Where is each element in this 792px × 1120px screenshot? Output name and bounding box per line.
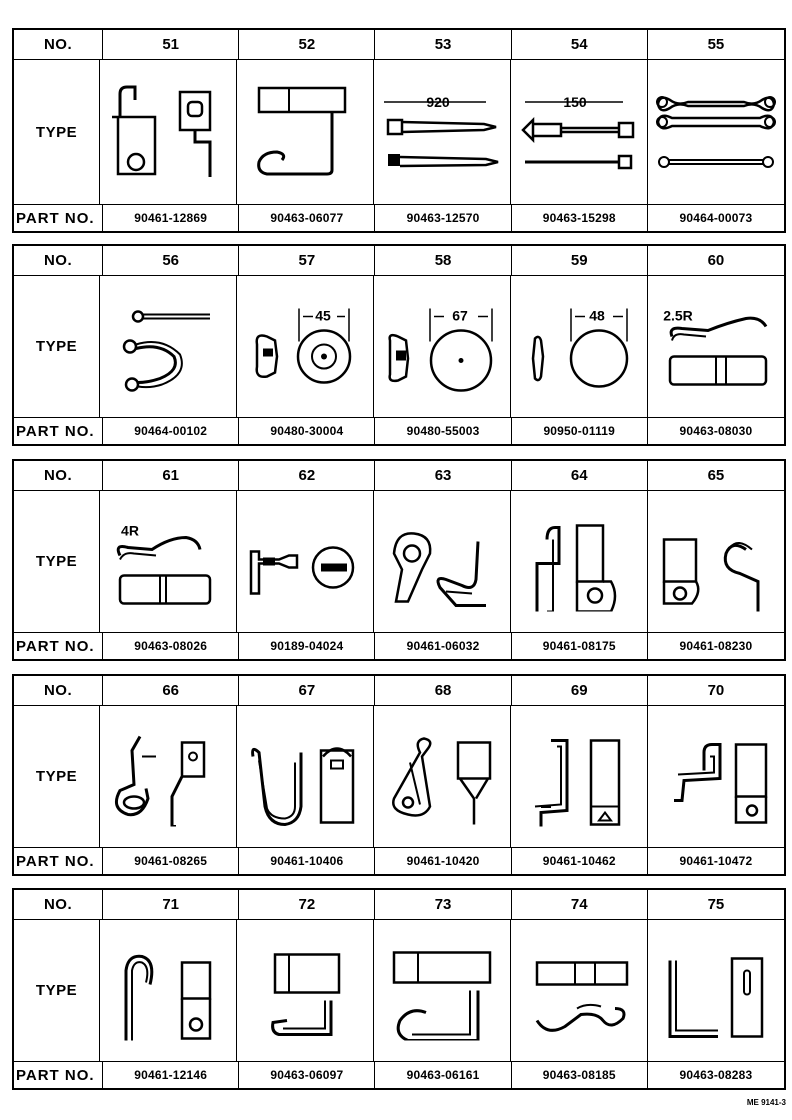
item-number: 61 <box>103 461 239 490</box>
type-label: TYPE <box>14 706 100 847</box>
part-number-row <box>14 418 784 444</box>
part-no-label: PART NO. <box>14 633 103 659</box>
item-number: 57 <box>239 246 375 275</box>
dimension-label: 45 <box>315 307 331 324</box>
type-row <box>14 920 784 1062</box>
document-code: ME 9141-3 <box>746 1098 786 1107</box>
part-number: 90463-12570 <box>375 205 511 231</box>
grommet-icon <box>237 276 373 417</box>
item-number: 54 <box>512 30 648 59</box>
item-number: 67 <box>239 676 375 705</box>
item-number: 59 <box>512 246 648 275</box>
part-illustration-cell <box>237 60 374 204</box>
item-number: 66 <box>103 676 239 705</box>
part-number: 90463-06161 <box>375 1062 511 1088</box>
part-illustration-cell <box>511 920 648 1061</box>
part-illustration-cell <box>100 60 237 204</box>
item-number: 63 <box>375 461 511 490</box>
type-label: TYPE <box>14 60 100 204</box>
type-row <box>14 491 784 633</box>
item-number: 55 <box>707 36 725 53</box>
l-clip-icon <box>648 920 784 1061</box>
part-number: 90480-55003 <box>375 418 511 444</box>
parts-table-5 <box>12 888 786 1090</box>
part-illustration-cell <box>374 706 511 847</box>
item-number: 72 <box>239 890 375 919</box>
no-label: NO. <box>14 461 103 490</box>
no-label: NO. <box>14 676 103 705</box>
part-number: 90464-00073 <box>679 211 753 225</box>
header-row <box>14 246 784 276</box>
part-number: 90461-08230 <box>679 639 753 653</box>
hook-clamp-icon <box>374 920 510 1061</box>
part-number: 90461-10472 <box>679 854 753 868</box>
part-no-label: PART NO. <box>14 1062 103 1088</box>
part-number: 90461-06032 <box>375 633 511 659</box>
part-illustration-cell <box>374 276 511 417</box>
type-label: TYPE <box>14 276 100 417</box>
part-number: 90463-15298 <box>512 205 648 231</box>
hook-clamp-icon <box>237 920 373 1061</box>
part-number-row <box>14 1062 784 1088</box>
item-number: 70 <box>707 682 725 699</box>
item-number: 52 <box>239 30 375 59</box>
header-row <box>14 461 784 491</box>
item-number: 64 <box>512 461 648 490</box>
cable-tie-icon <box>374 60 510 204</box>
type-row <box>14 276 784 418</box>
dimension-label: 48 <box>589 307 605 324</box>
part-number: 90480-30004 <box>239 418 375 444</box>
hook-clamp-icon <box>511 920 647 1061</box>
part-number: 90461-10420 <box>375 848 511 874</box>
part-illustration-cell <box>511 491 648 632</box>
item-number: 53 <box>375 30 511 59</box>
item-number: 58 <box>375 246 511 275</box>
dimension-label: 4R <box>121 522 139 539</box>
parts-table-1 <box>12 28 786 233</box>
part-illustration-cell <box>374 491 511 632</box>
part-number: 90461-10462 <box>512 848 648 874</box>
part-illustration-cell <box>100 491 237 632</box>
part-illustration-cell <box>374 920 511 1061</box>
no-label: NO. <box>14 890 103 919</box>
part-illustration-cell <box>511 706 648 847</box>
part-number-row <box>14 633 784 659</box>
part-illustration-cell <box>511 60 648 204</box>
item-number: 71 <box>103 890 239 919</box>
part-number: 90464-00102 <box>103 418 239 444</box>
part-illustration-cell <box>237 491 374 632</box>
part-no-label: PART NO. <box>14 418 103 444</box>
type-row <box>14 706 784 848</box>
item-number: 62 <box>239 461 375 490</box>
parts-table-2 <box>12 244 786 446</box>
bracket-clip-icon <box>648 491 784 632</box>
bracket-clip-icon <box>100 706 236 847</box>
part-number: 90463-06097 <box>239 1062 375 1088</box>
clip-bracket-icon <box>100 60 236 204</box>
item-number: 74 <box>512 890 648 919</box>
header-row <box>14 676 784 706</box>
item-number: 68 <box>375 676 511 705</box>
part-no-label: PART NO. <box>14 848 103 874</box>
bracket-clip-icon <box>511 491 647 632</box>
part-number: 90463-08283 <box>679 1068 753 1082</box>
part-illustration-cell <box>511 276 648 417</box>
part-number: 90461-08265 <box>103 848 239 874</box>
item-number: 73 <box>375 890 511 919</box>
header-row <box>14 30 784 60</box>
part-number: 90463-08185 <box>512 1062 648 1088</box>
part-illustration-cell <box>237 706 374 847</box>
part-number: 90461-08175 <box>512 633 648 659</box>
grommet-icon <box>374 276 510 417</box>
item-number: 56 <box>103 246 239 275</box>
push-mount-tie-icon <box>511 60 647 204</box>
eyelet-clip-icon <box>374 706 510 847</box>
part-number: 90950-01119 <box>512 418 648 444</box>
hook-clamp-icon <box>237 60 373 204</box>
part-illustration-cell <box>648 60 784 204</box>
eyelet-clip-icon <box>374 491 510 632</box>
part-illustration-cell <box>237 276 374 417</box>
part-number: 90461-12869 <box>103 205 239 231</box>
no-label: NO. <box>14 30 103 59</box>
part-illustration-cell <box>374 60 511 204</box>
part-number-row <box>14 848 784 874</box>
part-number: 90463-06077 <box>239 205 375 231</box>
part-number: 90463-08030 <box>679 424 753 438</box>
no-label: NO. <box>14 246 103 275</box>
part-number-row <box>14 205 784 231</box>
item-number: 75 <box>707 896 725 913</box>
part-number: 90189-04024 <box>239 633 375 659</box>
part-number: 90461-12146 <box>103 1062 239 1088</box>
dimension-label: 67 <box>452 307 468 324</box>
plug-icon <box>511 276 647 417</box>
bracket-clip-icon <box>511 706 647 847</box>
double-loop-tie-icon <box>648 60 784 204</box>
part-number: 90461-10406 <box>239 848 375 874</box>
part-illustration-cell <box>100 920 237 1061</box>
type-label: TYPE <box>14 491 100 632</box>
u-clip-icon <box>237 706 373 847</box>
item-number: 65 <box>707 467 725 484</box>
part-illustration-cell <box>100 706 237 847</box>
part-no-label: PART NO. <box>14 205 103 231</box>
part-illustration-cell <box>648 706 784 847</box>
part-illustration-cell <box>648 920 784 1061</box>
part-illustration-cell <box>648 491 784 632</box>
type-row <box>14 60 784 205</box>
dimension-label: 150 <box>563 94 587 110</box>
part-illustration-cell <box>237 920 374 1061</box>
header-row <box>14 890 784 920</box>
loop-clip-icon <box>100 276 236 417</box>
sleeve-clamp-icon <box>100 491 236 632</box>
dimension-label: 920 <box>426 94 450 110</box>
push-pin-icon <box>237 491 373 632</box>
part-illustration-cell <box>100 276 237 417</box>
sleeve-clamp-icon <box>648 276 784 417</box>
part-illustration-cell <box>648 276 784 417</box>
item-number: 51 <box>103 30 239 59</box>
type-label: TYPE <box>14 920 100 1061</box>
bracket-clip-icon <box>648 706 784 847</box>
hook-clip-icon <box>100 920 236 1061</box>
dimension-label: 2.5R <box>663 307 693 324</box>
part-number: 90463-08026 <box>103 633 239 659</box>
parts-table-3 <box>12 459 786 661</box>
item-number: 60 <box>707 252 725 269</box>
parts-table-4 <box>12 674 786 876</box>
item-number: 69 <box>512 676 648 705</box>
